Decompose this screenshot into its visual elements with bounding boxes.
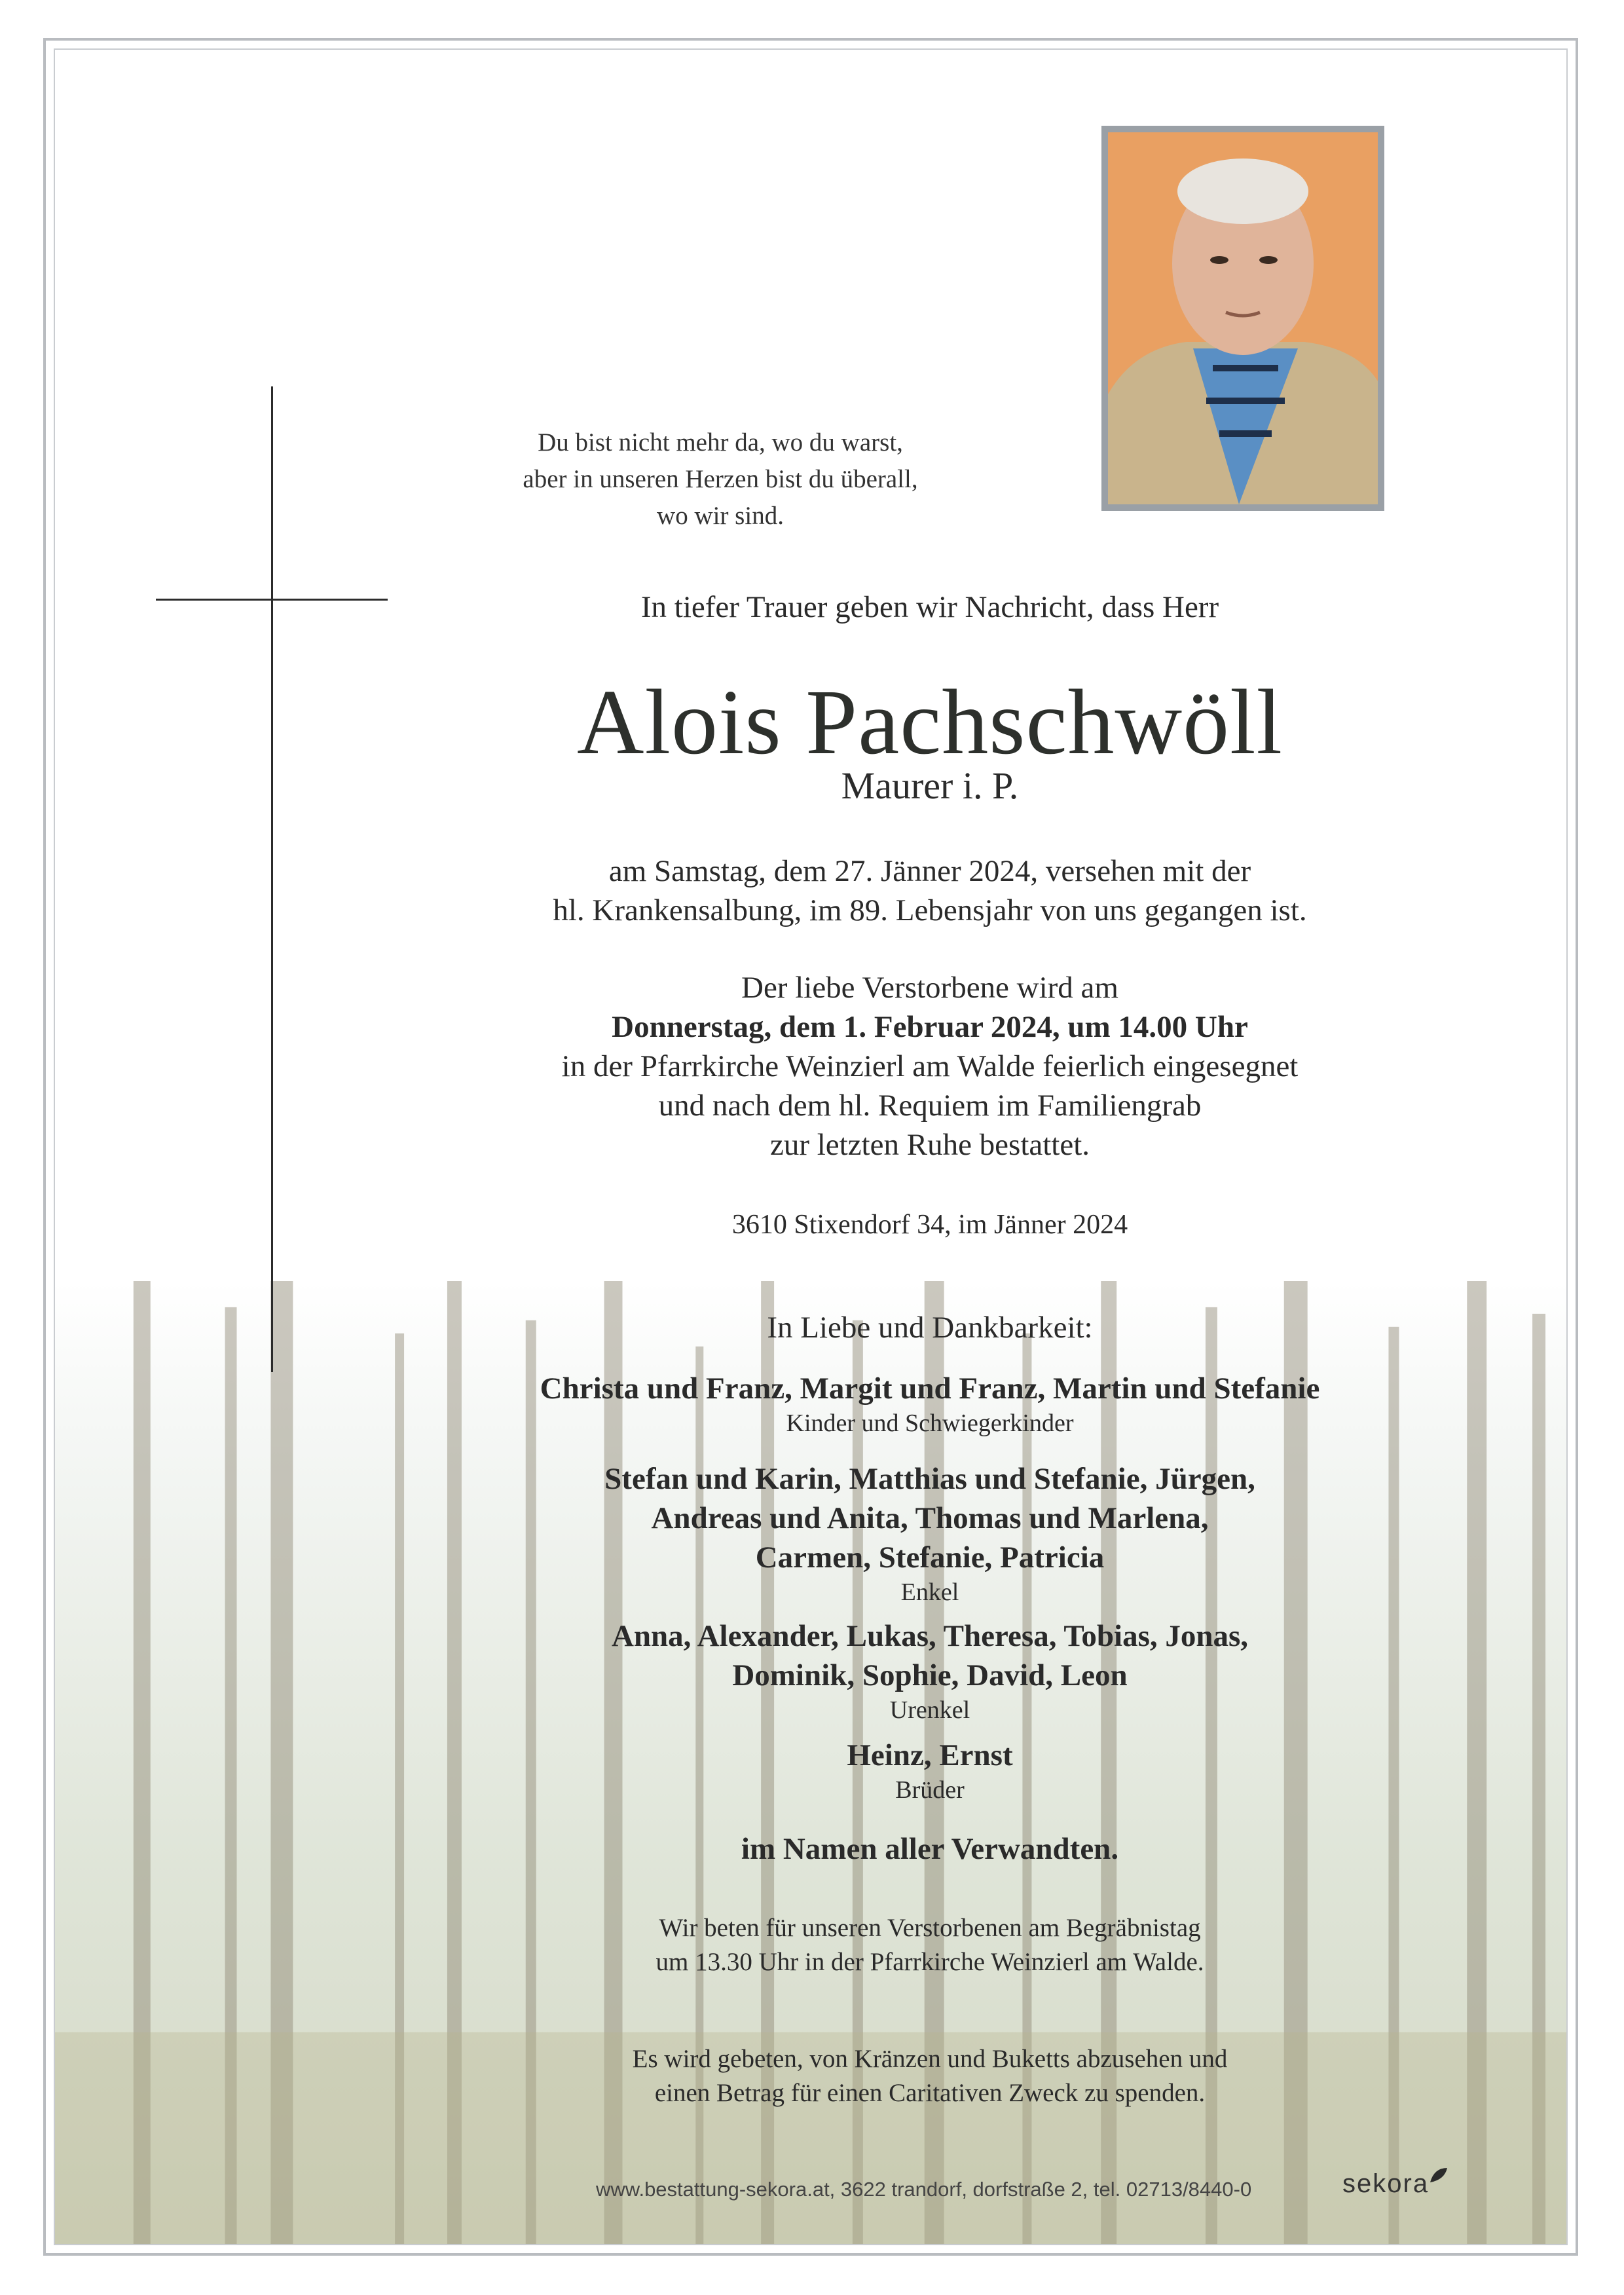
place-date: 3610 Stixendorf 34, im Jänner 2024 bbox=[731, 1210, 1128, 1240]
leaf-icon bbox=[1429, 2165, 1449, 2185]
motto: Du bist nicht mehr da, wo du warst, aber in unseren Herzen bist du überall, wo wir sind. bbox=[523, 428, 918, 530]
mourners-children: Christa und Franz, Margit und Franz, Martin und Stefanie Kinder und Schwiegerkinder bbox=[540, 1371, 1320, 1437]
intro-text: In tiefer Trauer geben wir Nachricht, dass Herr bbox=[640, 590, 1219, 624]
funeral-details: Der liebe Verstorbene wird am Donnerstag, dem 1. Februar 2024, um 14.00 Uhr in der Pfarrkirche Weinzierl am Walde feierlich eingesegnet und nach dem hl. Requiem im Familiengrab zur letzten Ruhe bestattet. bbox=[0, 968, 1624, 1165]
mourners-brothers: Heinz, Ernst Brüder bbox=[847, 1738, 1013, 1804]
occupation: Maurer i. P. bbox=[841, 764, 1019, 807]
relatives-line: im Namen aller Verwandten. bbox=[741, 1832, 1119, 1866]
death-notice: am Samstag, dem 27. Jänner 2024, versehen mit der hl. Krankensalbung, im 89. Lebensjahr von uns gegangen ist. bbox=[553, 854, 1307, 927]
prayer-note: Wir beten für unseren Verstorbenen am Begräbnistag um 13.30 Uhr in der Pfarrkirche Weinzierl am Walde. bbox=[655, 1914, 1204, 1976]
mourners-grandchildren: Stefan und Karin, Matthias und Stefanie, Jürgen, Andreas und Anita, Thomas und Marlena, Carmen, Stefanie, Patricia Enkel bbox=[604, 1462, 1255, 1606]
gratitude-heading: In Liebe und Dankbarkeit: bbox=[767, 1311, 1093, 1345]
sekora-logo: sekora bbox=[1342, 2169, 1430, 2198]
donation-note: Es wird gebeten, von Kränzen und Buketts abzusehen und einen Betrag für einen Caritativen Zweck zu spenden. bbox=[632, 2045, 1228, 2107]
portrait-frame bbox=[1101, 126, 1384, 511]
funeral-date: Donnerstag, dem 1. Februar 2024, um 14.00 Uhr bbox=[612, 1010, 1248, 1044]
footer-address: www.bestattung-sekora.at, 3622 trandorf, dorfstraße 2, tel. 02713/8440-0 bbox=[596, 2178, 1252, 2201]
deceased-name: Alois Pachschwöll bbox=[577, 670, 1283, 774]
mourners-greatgrandchildren: Anna, Alexander, Lukas, Theresa, Tobias, Jonas, Dominik, Sophie, David, Leon Urenkel bbox=[611, 1619, 1249, 1724]
portrait-photo bbox=[1108, 132, 1378, 504]
